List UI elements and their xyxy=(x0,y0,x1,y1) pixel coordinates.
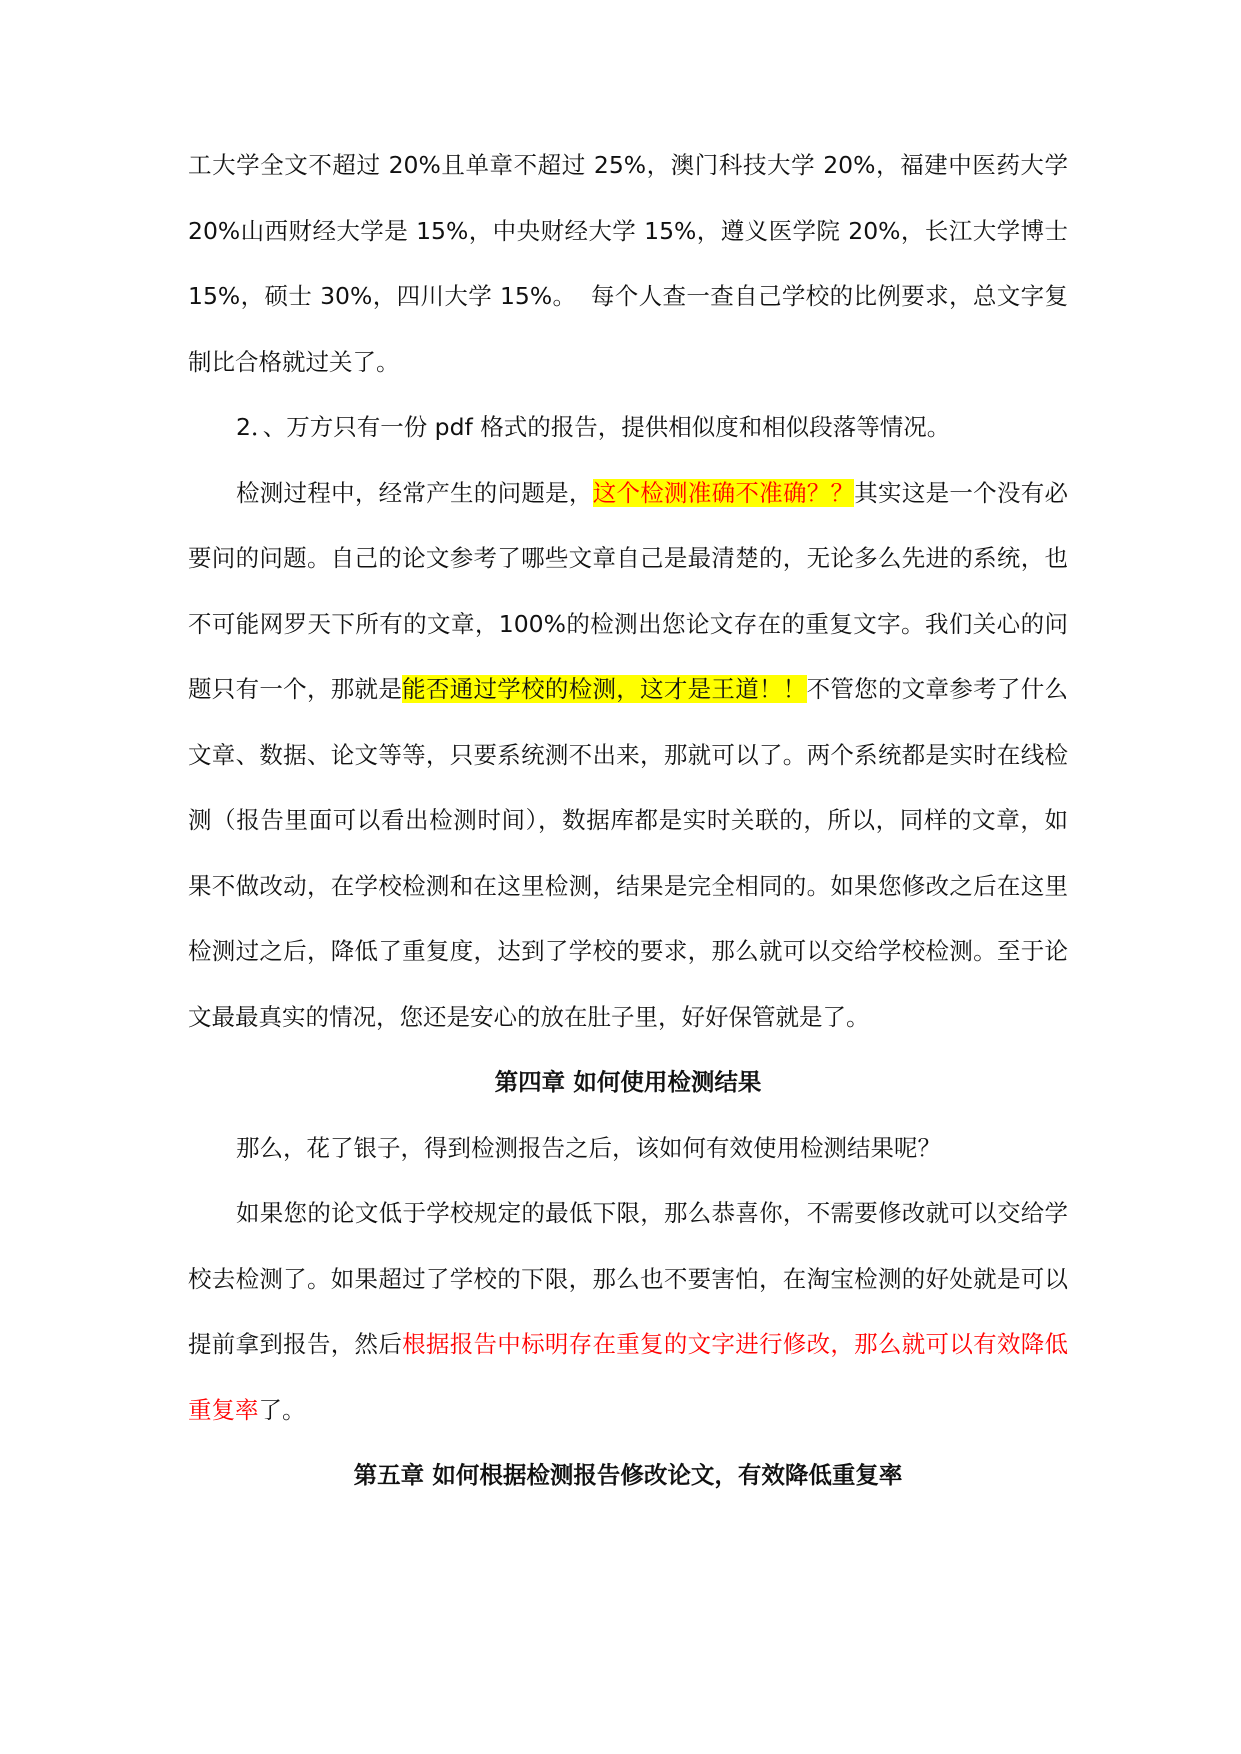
paragraph-detection-accuracy xyxy=(188,461,1068,1051)
pass-school-highlight: 能否通过学校的检测，这才是王道！！ xyxy=(402,675,807,703)
modify-red-emphasis: 根据报告中标明存在重复的文字进行修改，那么就可以有效降低重复率 xyxy=(188,1330,1068,1424)
accuracy-question-highlight: 这个检测准确不准确？？ xyxy=(592,478,855,507)
accuracy-text-end: 不管您的文章参考了什么文章、数据、论文等等，只要系统测不出来，那就可以了。两个系统都是实时在线检测（报告里面可以看出检测时间），数据库都是实时关联的，所以，同样的文章，如果不做改动，在学校检测和在这里检测，结果是完全相同的。如果您修改之后在这里检测过之后，降低了重复度，达到了学校的要求，那么就可以交给学校检测。至于论文最最真实的情况，您还是安心的放在肚子里，好好保管就是了。 xyxy=(188,675,1069,1031)
school-ratios-advice: 每个人查一查自己学校的比例要求，总文字复制比合格就过关了。 xyxy=(188,282,1069,376)
chapter-5-heading: 第五章 如何根据检测报告修改论文，有效降低重复率 xyxy=(353,1461,903,1489)
paragraph-wanfang-report: 2．、万方只有一份 pdf 格式的报告，提供相似度和相似段落等情况。 xyxy=(236,413,951,441)
modify-text-intro: 如果您的论文低于学校规定的最低下限，那么恭喜你，不需要修改就可以交给学校去检测了。如果超过了学校的下限，那么也不要害怕，在淘宝检测的好处就是可以提前拿到报告，然后 xyxy=(188,1199,1068,1358)
school-ratios-text: 工大学全文不超过 20%且单章不超过 25%，澳门科技大学 20%，福建中医药大学 20%山西财经大学是 15%，中央财经大学 15%，遵义医学院 20%，长江大学博士 15%，硕士 30%，四川大学 15%。 xyxy=(188,151,1068,310)
paragraph-how-to-use: 那么，花了银子，得到检测报告之后，该如何有效使用检测结果呢？ xyxy=(236,1133,941,1162)
accuracy-text-intro: 检测过程中，经常产生的问题是， xyxy=(236,478,593,507)
modify-text-end: 了。 xyxy=(258,1395,306,1424)
accuracy-text-middle: 其实这是一个没有必要问的问题。自己的论文参考了哪些文章自己是最清楚的，无论多么先进的系统，也不可能网罗天下所有的文章，100%的检测出您论文存在的重复文字。我们关心的问题只有一个，那就是 xyxy=(188,478,1069,703)
paragraph-modify-advice xyxy=(188,1181,1068,1443)
chapter-4-heading: 第四章 如何使用检测结果 xyxy=(494,1068,762,1096)
document-body xyxy=(188,133,1068,1509)
paragraph-school-ratios xyxy=(188,133,1068,395)
